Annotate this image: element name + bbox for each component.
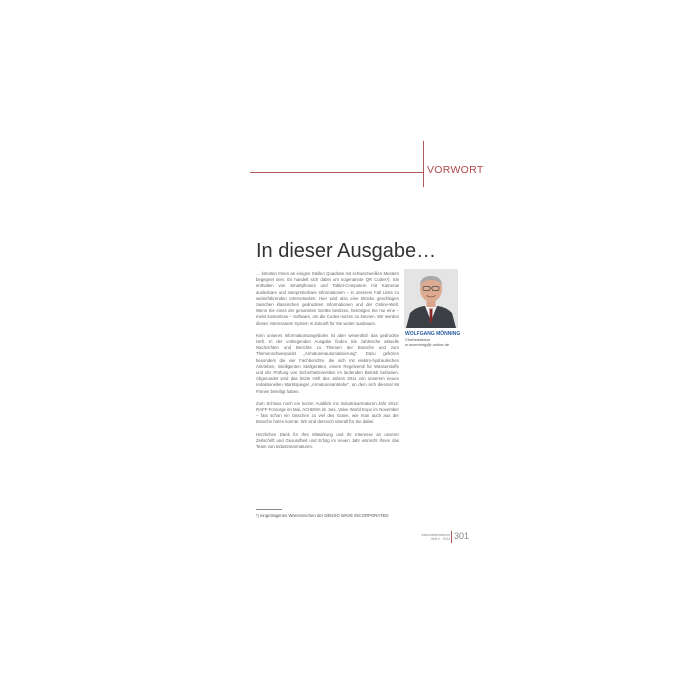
footnote: ¹) eingetragenes Warenzeichen der DENSO WAVE INCORPORATED (256, 513, 389, 518)
article-paragraph: … könnten Ihnen an einigen Stellen Quadrate mit schwarzweißen Mustern begegnet sein. Es handelt sich dabei um sogenannte QR Codes¹). Sie enthalten von Smartphones und Tablet-Computern mit Kameras auslesbare und interpretierbare Informationen – in unserem Fall Links zu weiterführenden Internetseiten. Hier wird also eine Brücke geschlagen zwischen klassischen gedruckten Informationen und der Online-Welt. Wenn Sie eines der genannten Geräte besitzen, benötigen Sie nur eine – meist kostenlose – Software, um die Codes nutzen zu können. Wir werden dieses interessante System in Zukunft für Sie weiter ausbauen. (256, 271, 399, 326)
issue-info-line: Industriearmaturen (421, 533, 450, 537)
header-rule-vertical (423, 141, 424, 187)
article-paragraph: Kein unseres Informationsangebotes ist aber wesentlich das gedruckte Heft. In der vorliegenden Ausgabe finden Sie zahlreiche aktuelle Nachrichten und Berichte zu Themen der Branche und zum Themenschwerpunkt „Armaturenautomatisierung“. Dazu gehören besonders die vier Fachberichte, die sich mit elektro-hydraulischen Antrieben, intelligenten Stellgeräten, einem Regelventil für Wasserstoffe und der Prüfung von Sicherheitsventilen im laufenden Betrieb befassen. Abgerundet wird das letzte Heft des Jahres 2011 von unserem neuen redaktionellen Marktspiegel „Armaturenantriebe“, an dem sich diesmal 66 Firmen beteiligt haben. (256, 332, 399, 394)
article-paragraph: Zum Schluss noch ein kurzer Ausblick ins Industriearmaturen-Jahr 2012: RAFF-Forsorge im Mai, ACHEMA im Juni, Valve World Expo im November – fast schon ein bisschen zu viel des Guten, wie man auch aus der Branche hören konnte. Wir sind dennoch überall für Sie dabei. (256, 400, 399, 425)
author-caption (405, 331, 465, 347)
author-portrait-illustration (404, 269, 458, 328)
issue-info (418, 533, 450, 541)
header-rule-horizontal (250, 172, 423, 173)
folio-divider (451, 531, 452, 543)
section-label: VORWORT (427, 164, 484, 176)
page-number: 301 (454, 531, 470, 541)
author-role: Chefredakteur (405, 337, 431, 342)
article-body (256, 271, 399, 456)
article-paragraph: Herzlichen Dank für Ihre Mitwirkung und Ihr Interesse an unserer Zeitschrift und Gesundheit und Erfolg im neuen Jahr wünscht Ihnen das Team von Industriearmaturen. (256, 431, 399, 450)
author-portrait (404, 269, 458, 328)
issue-info-line: Heft 4 · 2011 (430, 537, 450, 541)
footnote-rule (256, 509, 282, 510)
author-email: w.moenning@t-online.de (405, 342, 450, 347)
author-name: WOLFGANG MÖNNING (405, 331, 461, 337)
page-title: In dieser Ausgabe… (256, 240, 437, 262)
